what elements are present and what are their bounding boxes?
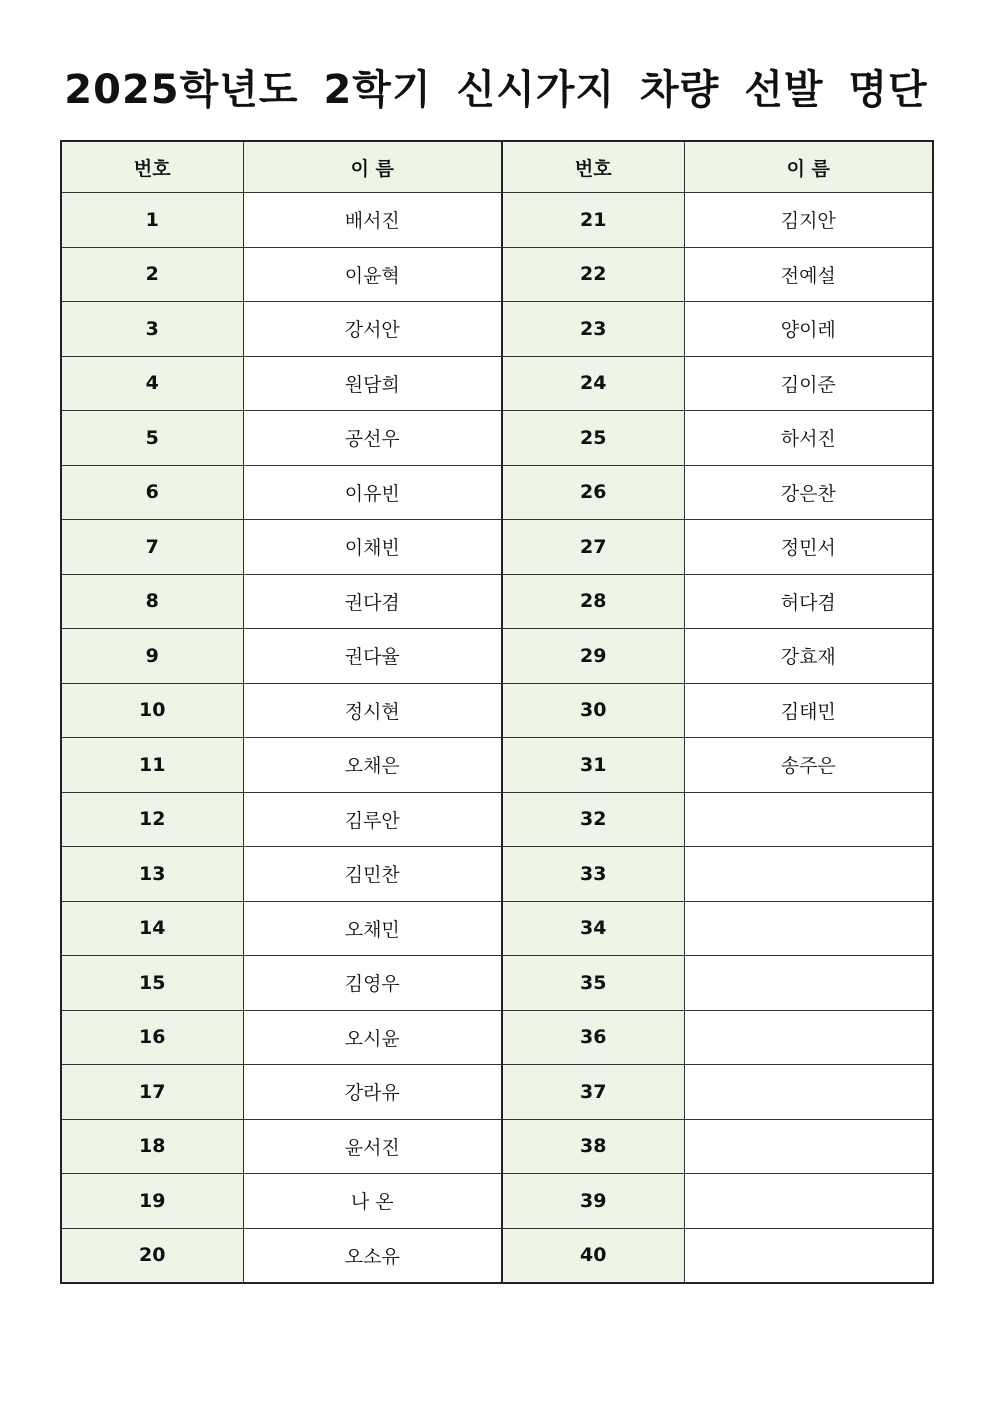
right-name-cell: 김이준: [684, 356, 933, 411]
left-number-cell: 16: [61, 1010, 243, 1065]
table-row: [61, 465, 933, 520]
left-name-cell: 오소유: [243, 1228, 502, 1283]
right-number-cell: 26: [502, 465, 684, 520]
right-number-cell: 32: [502, 792, 684, 847]
left-number-cell: 6: [61, 465, 243, 520]
table-row: [61, 1065, 933, 1120]
left-number-cell: 1: [61, 193, 243, 248]
right-name-cell: 김지안: [684, 193, 933, 248]
left-name-cell: 이유빈: [243, 465, 502, 520]
header-name-right: 이 름: [684, 141, 933, 193]
table-row: [61, 574, 933, 629]
header-name-left: 이 름: [243, 141, 502, 193]
left-name-cell: 윤서진: [243, 1119, 502, 1174]
right-name-cell: 정민서: [684, 520, 933, 575]
right-number-cell: 33: [502, 847, 684, 902]
left-name-cell: 오채민: [243, 901, 502, 956]
left-name-cell: 김영우: [243, 956, 502, 1011]
left-number-cell: 4: [61, 356, 243, 411]
roster-table: [60, 140, 934, 1284]
header-number-left: 번호: [61, 141, 243, 193]
left-number-cell: 3: [61, 302, 243, 357]
right-number-cell: 38: [502, 1119, 684, 1174]
left-name-cell: 오채은: [243, 738, 502, 793]
left-number-cell: 5: [61, 411, 243, 466]
left-name-cell: 이윤혁: [243, 247, 502, 302]
table-row: [61, 956, 933, 1011]
right-number-cell: 22: [502, 247, 684, 302]
table-row: [61, 629, 933, 684]
right-number-cell: 21: [502, 193, 684, 248]
right-number-cell: 30: [502, 683, 684, 738]
right-name-cell: [684, 1174, 933, 1229]
left-name-cell: 정시현: [243, 683, 502, 738]
table-row: [61, 847, 933, 902]
left-number-cell: 19: [61, 1174, 243, 1229]
right-number-cell: 28: [502, 574, 684, 629]
left-name-cell: 이채빈: [243, 520, 502, 575]
table-row: [61, 520, 933, 575]
right-name-cell: [684, 1119, 933, 1174]
right-number-cell: 34: [502, 901, 684, 956]
left-name-cell: 오시윤: [243, 1010, 502, 1065]
right-name-cell: [684, 1228, 933, 1283]
right-name-cell: 전예설: [684, 247, 933, 302]
right-number-cell: 36: [502, 1010, 684, 1065]
right-number-cell: 24: [502, 356, 684, 411]
left-name-cell: 김민찬: [243, 847, 502, 902]
left-name-cell: 김루안: [243, 792, 502, 847]
table-row: [61, 1174, 933, 1229]
left-name-cell: 권다율: [243, 629, 502, 684]
left-number-cell: 10: [61, 683, 243, 738]
table-row: [61, 247, 933, 302]
left-name-cell: 원담희: [243, 356, 502, 411]
right-name-cell: 허다겸: [684, 574, 933, 629]
left-number-cell: 18: [61, 1119, 243, 1174]
right-name-cell: [684, 847, 933, 902]
right-name-cell: 송주은: [684, 738, 933, 793]
left-name-cell: 권다겸: [243, 574, 502, 629]
right-name-cell: [684, 1065, 933, 1120]
right-name-cell: 강은찬: [684, 465, 933, 520]
table-row: [61, 1228, 933, 1283]
left-number-cell: 8: [61, 574, 243, 629]
roster-body: [61, 193, 933, 1284]
table-row: [61, 411, 933, 466]
table-row: [61, 901, 933, 956]
table-row: [61, 1119, 933, 1174]
right-number-cell: 25: [502, 411, 684, 466]
table-row: [61, 683, 933, 738]
left-name-cell: 배서진: [243, 193, 502, 248]
right-number-cell: 39: [502, 1174, 684, 1229]
right-name-cell: [684, 956, 933, 1011]
left-number-cell: 11: [61, 738, 243, 793]
header-number-right: 번호: [502, 141, 684, 193]
right-number-cell: 23: [502, 302, 684, 357]
left-number-cell: 20: [61, 1228, 243, 1283]
header-row: [61, 141, 933, 193]
right-number-cell: 31: [502, 738, 684, 793]
table-row: [61, 356, 933, 411]
right-name-cell: [684, 1010, 933, 1065]
right-name-cell: [684, 792, 933, 847]
table-row: [61, 193, 933, 248]
right-name-cell: 양이레: [684, 302, 933, 357]
left-number-cell: 17: [61, 1065, 243, 1120]
right-name-cell: 강효재: [684, 629, 933, 684]
table-row: [61, 792, 933, 847]
left-number-cell: 13: [61, 847, 243, 902]
left-number-cell: 9: [61, 629, 243, 684]
right-number-cell: 29: [502, 629, 684, 684]
left-name-cell: 강서안: [243, 302, 502, 357]
left-number-cell: 12: [61, 792, 243, 847]
left-name-cell: 공선우: [243, 411, 502, 466]
right-name-cell: 하서진: [684, 411, 933, 466]
left-name-cell: 강라유: [243, 1065, 502, 1120]
left-number-cell: 2: [61, 247, 243, 302]
right-number-cell: 27: [502, 520, 684, 575]
left-number-cell: 14: [61, 901, 243, 956]
table-row: [61, 302, 933, 357]
left-number-cell: 7: [61, 520, 243, 575]
right-name-cell: 김태민: [684, 683, 933, 738]
right-name-cell: [684, 901, 933, 956]
table-row: [61, 1010, 933, 1065]
right-number-cell: 37: [502, 1065, 684, 1120]
right-number-cell: 35: [502, 956, 684, 1011]
right-number-cell: 40: [502, 1228, 684, 1283]
page-title: 2025학년도 2학기 신시가지 차량 선발 명단: [64, 67, 928, 113]
left-number-cell: 15: [61, 956, 243, 1011]
left-name-cell: 나 온: [243, 1174, 502, 1229]
table-row: [61, 738, 933, 793]
